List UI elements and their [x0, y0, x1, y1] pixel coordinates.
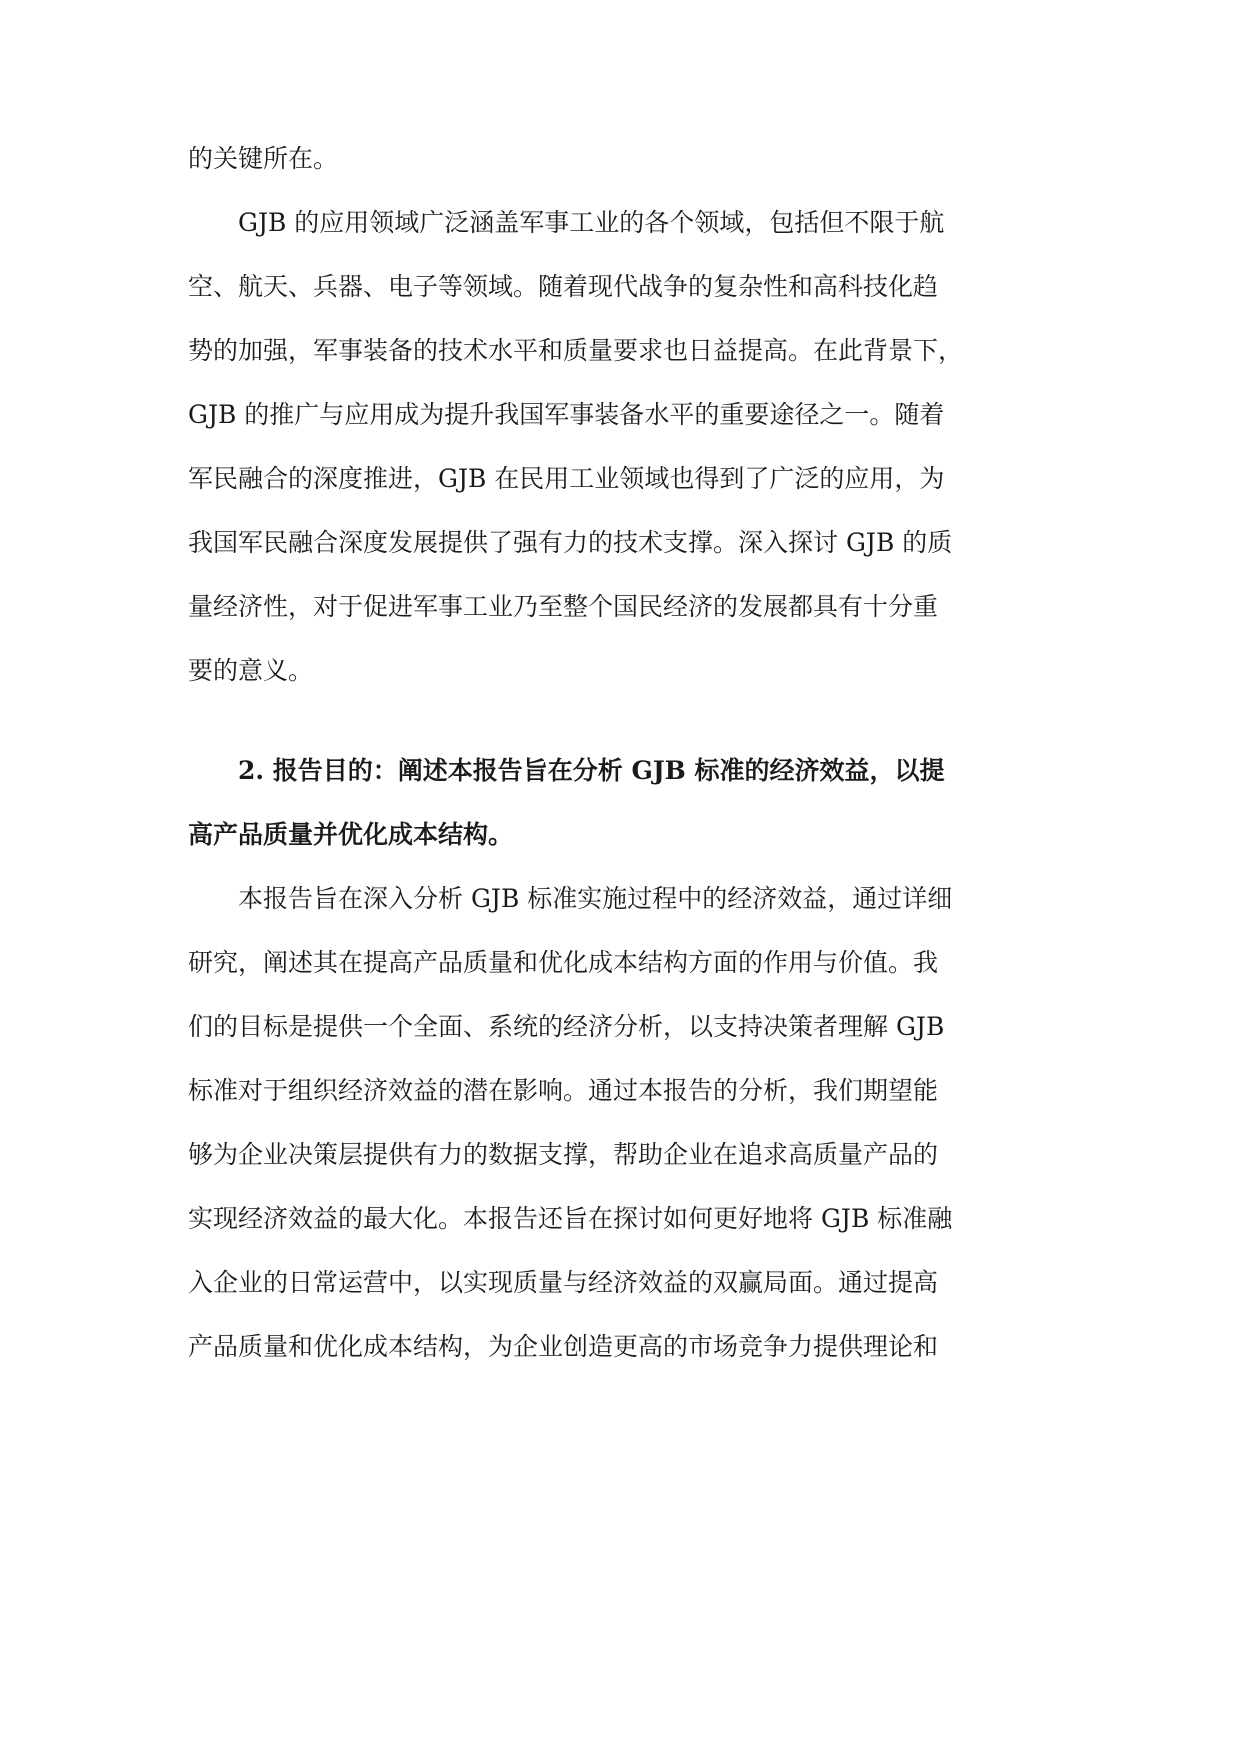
paragraph-3-line-2: 研究，阐述其在提高产品质量和优化成本结构方面的作用与价值。我: [188, 948, 939, 977]
paragraph-3-line-3: 们的目标是提供一个全面、系统的经济分析，以支持决策者理解 GJB: [188, 1012, 945, 1041]
section-heading-line-1: 2. 报告目的：阐述本报告旨在分析 GJB 标准的经济效益，以提: [238, 756, 945, 785]
paragraph-3-line-7: 入企业的日常运营中，以实现质量与经济效益的双赢局面。通过提高: [188, 1268, 939, 1297]
paragraph-2-line-3: 势的加强，军事装备的技术水平和质量要求也日益提高。在此背景下，: [188, 336, 964, 365]
paragraph-3-line-5: 够为企业决策层提供有力的数据支撑，帮助企业在追求高质量产品的: [188, 1140, 939, 1169]
paragraph-2-line-6: 我国军民融合深度发展提供了强有力的技术支撑。深入探讨 GJB 的质: [188, 528, 953, 557]
section-heading-line-2: 高产品质量并优化成本结构。: [188, 820, 514, 849]
paragraph-2-line-8: 要的意义。: [188, 656, 314, 685]
paragraph-2-line-7: 量经济性，对于促进军事工业乃至整个国民经济的发展都具有十分重: [188, 592, 939, 621]
paragraph-3-line-6: 实现经济效益的最大化。本报告还旨在探讨如何更好地将 GJB 标准融: [188, 1204, 953, 1233]
paragraph-3-line-1: 本报告旨在深入分析 GJB 标准实施过程中的经济效益，通过详细: [238, 884, 953, 913]
paragraph-1-line-1: 的关键所在。: [188, 144, 339, 173]
paragraph-2-line-2: 空、航天、兵器、电子等领域。随着现代战争的复杂性和高科技化趋: [188, 272, 939, 301]
paragraph-3-line-8: 产品质量和优化成本结构，为企业创造更高的市场竞争力提供理论和: [188, 1332, 939, 1361]
paragraph-3-line-4: 标准对于组织经济效益的潜在影响。通过本报告的分析，我们期望能: [188, 1076, 939, 1105]
paragraph-2-line-5: 军民融合的深度推进，GJB 在民用工业领域也得到了广泛的应用，为: [188, 464, 945, 493]
paragraph-2-line-1: GJB 的应用领域广泛涵盖军事工业的各个领域，包括但不限于航: [238, 208, 945, 237]
paragraph-2-line-4: GJB 的推广与应用成为提升我国军事装备水平的重要途径之一。随着: [188, 400, 945, 429]
